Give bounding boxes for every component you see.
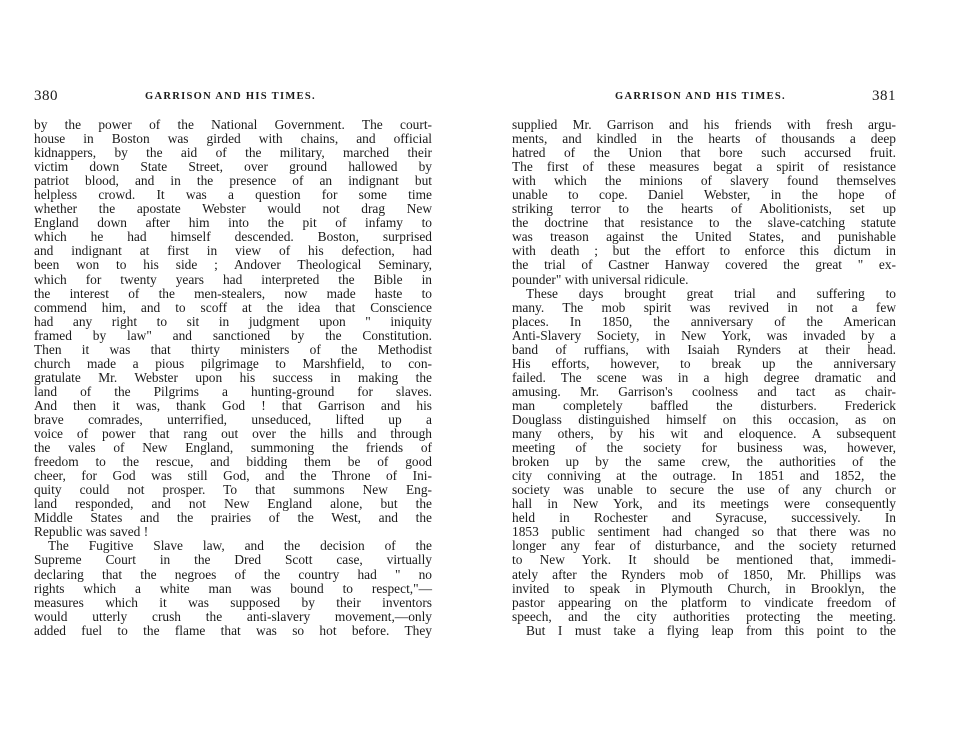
text-line: the trial of Castner Hanway covered the great " ex-	[512, 257, 896, 273]
text-line: Republic was saved !	[34, 524, 149, 540]
text-line: pounder" with universal ridicule.	[512, 271, 689, 287]
text-line: patriot blood, and in the presence of an indignant but	[34, 173, 432, 189]
text-line: failed. The scene was in a high degree dramatic and	[512, 369, 896, 385]
text-line: 1853 public sentiment had changed so that there was no	[512, 524, 896, 540]
text-line: by the power of the National Government. The court-	[34, 117, 432, 132]
text-line: was treason against the United States, and punishable	[512, 229, 896, 245]
text-line: held in Rochester and Syracuse, successively. In	[512, 510, 896, 526]
text-line: measures which it was supposed by their inventors	[34, 594, 432, 610]
text-line: ments, and kindled in the hearts of thousands a deep	[512, 131, 896, 147]
text-line: hatred of the Union that bore such accursed fruit.	[512, 145, 896, 161]
text-line: land of the Pilgrims a hunting-ground for slaves.	[34, 383, 432, 399]
text-line: many others, by his wit and eloquence. A subsequent	[512, 426, 896, 442]
text-line: society was unable to secure the use of any church or	[512, 482, 896, 498]
text-line: freedom to the rescue, and bidding them be of good	[34, 454, 432, 470]
text-line: Anti-Slavery Society, in New York, was invaded by a	[512, 327, 896, 343]
text-line: gratulate Mr. Webster upon his success in making the	[34, 369, 432, 385]
text-line: striking terror to the hearts of Abolitionists, set up	[512, 201, 896, 217]
text-line: which for twenty years had interpreted the Bible in	[34, 271, 432, 287]
text-line: brave comrades, unterrified, unseduced, lifted up a	[34, 411, 432, 427]
text-line: England down after him into the pit of infamy to	[34, 215, 432, 231]
text-line: hall in New York, and its meetings were consequently	[512, 496, 896, 512]
right-body-text	[512, 118, 896, 638]
text-line: But I must take a flying leap from this point to the	[526, 622, 896, 638]
text-line: quity could not prosper. To that summons New Eng-	[34, 482, 432, 498]
text-line: whether the apostate Webster would not drag New	[34, 201, 432, 217]
text-line: Supreme Court in the Dred Scott case, virtually	[34, 552, 432, 568]
text-line: voice of power that rang out over the hills and through	[34, 426, 432, 442]
text-line: kidnappers, by the aid of the military, marched their	[34, 145, 432, 161]
text-line: Then it was that thirty ministers of the Methodist	[34, 341, 432, 357]
text-line: would utterly crush the anti-slavery movement,—only	[34, 608, 432, 624]
text-line: the vales of New England, summoning the friends of	[34, 440, 432, 456]
text-line: many. The mob spirit was revived in not a few	[512, 299, 896, 315]
text-line: framed by law" and sanctioned by the Constitution.	[34, 327, 432, 343]
text-line: which he had himself descended. Boston, surprised	[34, 229, 432, 245]
text-line: speech, and the city authorities protecting the meeting.	[512, 608, 896, 624]
text-line: supplied Mr. Garrison and his friends with fresh argu-	[512, 117, 896, 132]
text-line: Douglass distinguished himself on this occasion, as on	[512, 411, 896, 427]
text-line: amusing. Mr. Garrison's coolness and tact as chair-	[512, 383, 896, 399]
text-line: been won to his side ; Andover Theological Seminary,	[34, 257, 432, 273]
text-line: These days brought great trial and suffering to	[526, 285, 896, 301]
text-line: pastor appearing on the platform to vindicate freedom of	[512, 594, 896, 610]
left-body-text	[34, 118, 432, 638]
text-line: and indignant at first in view of his defection, had	[34, 243, 432, 259]
text-line: invited to speak in Plymouth Church, in Brooklyn, the	[512, 580, 896, 596]
text-line: cheer, for God was still God, and the Throne of Ini-	[34, 468, 432, 484]
text-line: commend him, and to scoff at the idea that Conscience	[34, 299, 432, 315]
page-number: 381	[872, 88, 896, 104]
text-line: broken up by the same crew, the authorities of the	[512, 454, 896, 470]
text-line: Middle States and the prairies of the West, and the	[34, 510, 432, 526]
text-line: ately after the Rynders mob of 1850, Mr. Phillips was	[512, 566, 896, 582]
text-line: the interest of the men-stealers, now made haste to	[34, 285, 432, 301]
text-line: victim down State Street, over ground hallowed by	[34, 159, 432, 175]
text-line: The Fugitive Slave law, and the decision of the	[48, 538, 432, 554]
text-line: longer any fear of disturbance, and the society returned	[512, 538, 896, 554]
text-line: meeting of the society for business was, however,	[512, 440, 896, 456]
text-line: unable to cope. Daniel Webster, in the hope of	[512, 187, 896, 203]
text-line: church made a pious pilgrimage to Marshfield, to con-	[34, 355, 432, 371]
page-number: 380	[34, 88, 58, 104]
text-line: places. In 1850, the anniversary of the American	[512, 313, 896, 329]
text-line: house in Boston was girded with chains, and official	[34, 131, 432, 147]
text-line: with which the minions of slavery found themselves	[512, 173, 896, 189]
running-title: GARRISON AND HIS TIMES.	[145, 91, 316, 102]
text-line: rights which a white man was bound to respect,"—	[34, 580, 432, 596]
text-line: band of ruffians, with Isaiah Rynders at their head.	[512, 341, 896, 357]
text-line: with death ; but the effort to enforce this dictum in	[512, 243, 896, 259]
text-line: The first of these measures begat a spirit of resistance	[512, 159, 896, 175]
text-line: had any right to sit in judgment upon " iniquity	[34, 313, 432, 329]
text-line: the doctrine that resistance to the slave-catching statute	[512, 215, 896, 231]
text-line: city conniving at the outrage. In 1851 and 1852, the	[512, 468, 896, 484]
text-line: declaring that the negroes of the country had " no	[34, 566, 432, 582]
text-line: to New York. It should be mentioned that, immedi-	[512, 552, 896, 568]
text-line: helpless crowd. It was a question for some time	[34, 187, 432, 203]
text-line: His efforts, however, to break up the anniversary	[512, 355, 896, 371]
text-line: added fuel to the flame that was so hot before. They	[34, 622, 432, 638]
running-title: GARRISON AND HIS TIMES.	[615, 91, 786, 102]
text-line: land responded, and not New England alone, but the	[34, 496, 432, 512]
text-line: man completely baffled the disturbers. Frederick	[512, 397, 896, 413]
right-page	[490, 0, 980, 752]
text-line: And then it was, thank God ! that Garrison and his	[34, 397, 432, 413]
